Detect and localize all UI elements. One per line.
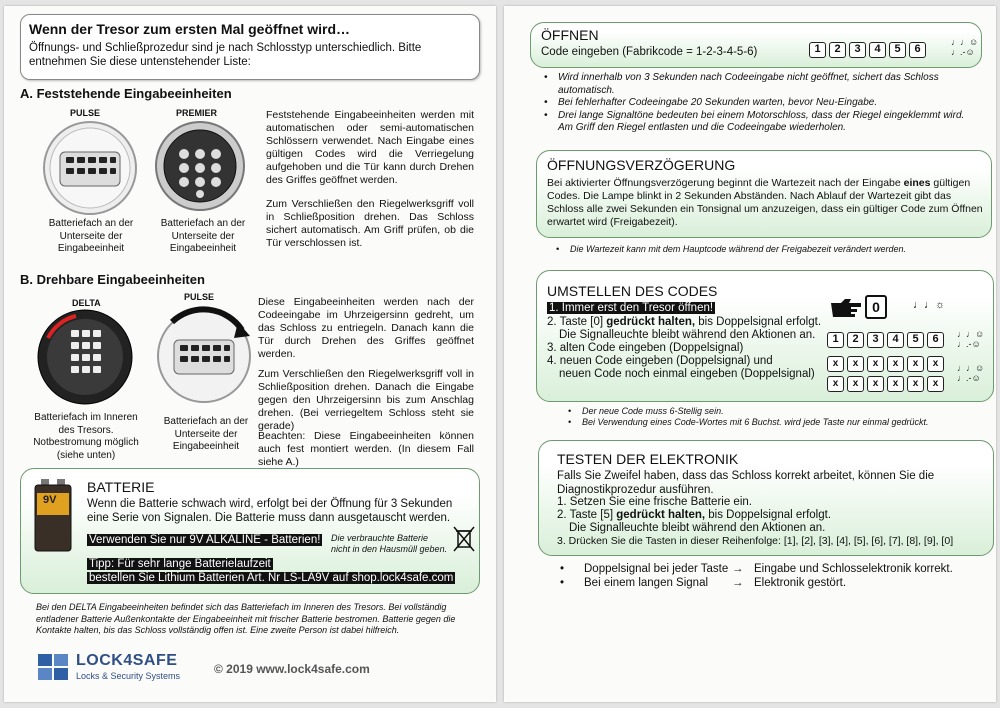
repeat-key-5: x bbox=[907, 376, 924, 392]
change-note-1: • Der neue Code muss 6-Stellig sein. bbox=[560, 406, 980, 417]
pulse-rotary-image bbox=[154, 304, 254, 406]
new-key-4: x bbox=[887, 356, 904, 372]
key-0: 0 bbox=[865, 295, 887, 319]
intro-box bbox=[20, 14, 480, 80]
old-key-1: 1 bbox=[827, 332, 844, 348]
left-page bbox=[4, 6, 496, 702]
premier-caption: Batteriefach an der Unterseite der Eingabeeinheit bbox=[160, 218, 246, 254]
test-title: TESTEN DER ELEKTRONIK bbox=[557, 451, 739, 467]
test-intro: Falls Sie Zweifel haben, dass das Schloss korrekt arbeitet, können Sie die Diagnostikprozedur ausführen. bbox=[557, 470, 935, 496]
logo-tagline: Locks & Security Systems bbox=[76, 671, 181, 681]
change-note-2: • Bei Verwendung eines Code-Wortes mit 6 Buchst. wird jede Taste nur einmal gedrückt. bbox=[560, 417, 980, 428]
delay-box bbox=[536, 150, 992, 238]
pulse-label-a: PULSE bbox=[70, 108, 101, 118]
delay-text-pre: Bei aktivierter Öffnungsverzögerung beginnt die Wartezeit nach der Eingabe bbox=[547, 177, 901, 189]
old-key-5: 5 bbox=[907, 332, 924, 348]
change-step-2-bold: gedrückt halten, bbox=[606, 316, 696, 328]
pointing-hand-icon bbox=[829, 297, 863, 319]
old-key-3: 3 bbox=[867, 332, 884, 348]
premier-label: PREMIER bbox=[176, 108, 218, 118]
logo-name: LOCK4SAFE bbox=[76, 652, 178, 669]
key-4: 4 bbox=[869, 42, 886, 58]
open-box bbox=[530, 22, 982, 68]
premier-keypad-image bbox=[154, 120, 246, 212]
delay-text bbox=[547, 177, 983, 229]
open-bullet-3: • Drei lange Signaltöne bedeuten bei einem Motorschloss, dass der Riegel eingeklemmt wird. Am Griff den Riegel entlasten und die Codeeingabe wiederholen. bbox=[536, 110, 966, 135]
pulse-keypad-image bbox=[42, 120, 138, 216]
pulse-caption-a: Batteriefach an der Unterseite der Eingabeeinheit bbox=[48, 218, 134, 254]
test-step-2-bold: gedrückt halten, bbox=[616, 509, 706, 521]
open-title: ÖFFNEN bbox=[541, 27, 599, 43]
old-key-6: 6 bbox=[927, 332, 944, 348]
new-key-6: x bbox=[927, 356, 944, 372]
battery-tip bbox=[87, 557, 455, 585]
change-old-code-keys bbox=[827, 329, 947, 348]
test-step-3: 3. Drücken Sie die Tasten in dieser Reihenfolge: [1], [2], [3], [4], [5], [6], [7], [8], [9], [0] bbox=[557, 535, 954, 547]
old-key-2: 2 bbox=[847, 332, 864, 348]
test-result-ok-meaning: Eingabe und Schlosselektronik korrekt. bbox=[754, 563, 953, 575]
delay-title: ÖFFNUNGSVERZÖGERUNG bbox=[547, 157, 736, 173]
delta-dial-image bbox=[36, 308, 134, 406]
battery-tip-line2: bestellen Sie Lithium Batterien Art. Nr LS-LA9V auf shop.lock4safe.com bbox=[89, 572, 454, 584]
new-key-2: x bbox=[847, 356, 864, 372]
change-step-3: 3. alten Code eingeben (Doppelsignal) bbox=[547, 342, 744, 354]
battery-9v-label: 9V bbox=[43, 494, 57, 506]
pulse-label-b: PULSE bbox=[184, 292, 215, 302]
section-b-title: B. Drehbare Eingabeeinheiten bbox=[20, 272, 205, 287]
double-signal-icon: ♩♩☼ bbox=[913, 299, 946, 311]
old-key-4: 4 bbox=[887, 332, 904, 348]
copyright: © 2019 www.lock4safe.com bbox=[214, 662, 370, 676]
change-step-2-pre: 2. Taste [0] bbox=[547, 316, 604, 328]
battery-disposal-note: Die verbrauchte Batterie nicht in den Hausmüll geben. bbox=[331, 533, 448, 554]
battery-title: BATTERIE bbox=[87, 479, 155, 495]
delta-caption: Batteriefach im Inneren des Tresors. Notbestromung möglich (siehe unten) bbox=[33, 412, 139, 461]
section-b-p1: Diese Eingabeeinheiten werden nach der Codeeingabe im Uhrzeigersinn gedreht, um das Schloss zu entriegeln. Danach kann die Tür durch Drehen des Griffes geöffnet werden. bbox=[258, 296, 474, 360]
change-step-4b: neuen Code noch einmal eingeben (Doppelsignal) bbox=[559, 368, 815, 380]
change-step-1 bbox=[547, 301, 715, 315]
section-b-p2-note: (Bei verriegeltem Schloss steht sie gerade) bbox=[258, 407, 474, 432]
right-page bbox=[504, 6, 996, 702]
test-result-fail: • Bei einem langen Signal → Elektronik gestört. bbox=[560, 577, 847, 589]
delta-label: DELTA bbox=[72, 298, 101, 308]
battery-box bbox=[20, 468, 480, 594]
arrow-icon: → bbox=[732, 577, 744, 589]
change-step-4: 4. neuen Code eingeben (Doppelsignal) und bbox=[547, 355, 773, 367]
test-results bbox=[560, 562, 980, 590]
section-b-p3: Beachten: Diese Eingabeeinheiten können auch fest montiert werden. (In diesem Fall siehe A.) bbox=[258, 430, 474, 468]
test-step-2-pre: 2. Taste [5] bbox=[557, 509, 614, 521]
test-step-2 bbox=[557, 508, 831, 522]
change-step-2-post: bis Doppelsignal erfolgt. bbox=[698, 316, 822, 328]
delay-notes bbox=[548, 244, 968, 255]
change-step-1-text: 1. Immer erst den Tresor öffnen! bbox=[549, 302, 714, 314]
lock4safe-logo bbox=[38, 652, 198, 684]
test-result-ok: • Doppelsignal bei jeder Taste → Eingabe und Schlosselektronik korrekt. bbox=[560, 563, 953, 575]
repeat-key-4: x bbox=[887, 376, 904, 392]
pulse-caption-b: Batteriefach an der Unterseite der Eingabeeinheit bbox=[163, 416, 249, 452]
signal-icon-2: ♩♩☺ ♩.-☺ bbox=[957, 329, 985, 349]
key-2: 2 bbox=[829, 42, 846, 58]
change-new-code-keys-1 bbox=[827, 353, 947, 372]
new-key-3: x bbox=[867, 356, 884, 372]
section-b-p2 bbox=[258, 368, 474, 433]
test-box bbox=[538, 440, 994, 556]
repeat-key-1: x bbox=[827, 376, 844, 392]
test-result-fail-meaning: Elektronik gestört. bbox=[754, 577, 847, 589]
section-b-p2-main: Zum Verschließen den Riegelwerksgriff voll in Schließposition drehen. Danach die Eingabe gegen den Uhrzeigersinn bis zum Anschlag drehen. bbox=[258, 368, 474, 419]
battery-warning-text: Verwenden Sie nur 9V ALKALINE - Batterien! bbox=[89, 534, 321, 546]
delay-text-bold: eines bbox=[903, 177, 931, 189]
signal-icon: ♩♩☺ ♩.-☺ bbox=[951, 37, 979, 57]
repeat-key-2: x bbox=[847, 376, 864, 392]
open-bullets bbox=[536, 72, 966, 135]
delay-text-post: gültigen Codes. Die Lampe blinkt in 2 Sekunden Abständen. Nach Ablauf der Wartezeit gibt das Schloss alle zwei Sekunden ein Tonsignal um anzuzeigen, dass ein gültiger Code zum Öffnen erwartet wird (Freigabezeit). bbox=[547, 177, 983, 228]
section-a-p2: Zum Verschließen den Riegelwerksgriff voll in Schließposition drehen. Das Schloss sichert automatisch. Am Griff prüfen, ob die Tür verschlossen ist. bbox=[266, 198, 474, 249]
open-code-text: Code eingeben (Fabrikcode = 1-2-3-4-5-6) bbox=[541, 46, 758, 58]
intro-title: Wenn der Tresor zum ersten Mal geöffnet wird… bbox=[29, 21, 351, 37]
open-bullet-1: • Wird innerhalb von 3 Sekunden nach Codeeingabe nicht geöffnet, sichert das Schloss automatisch. bbox=[536, 72, 966, 97]
repeat-key-3: x bbox=[867, 376, 884, 392]
battery-warning bbox=[87, 533, 322, 547]
test-result-ok-condition: Doppelsignal bei jeder Taste bbox=[584, 563, 729, 575]
key-5: 5 bbox=[889, 42, 906, 58]
section-a-title: A. Feststehende Eingabeeinheiten bbox=[20, 86, 232, 101]
change-step-2 bbox=[547, 315, 821, 329]
battery-tip-line1: Tipp: Für sehr lange Batterielaufzeit bbox=[89, 558, 271, 570]
section-a-p1: Feststehende Eingabeeinheiten werden mit automatischen oder semi-automatischen Schlössern verwendet. Nach Eingabe eines gültigen Codes wird die Verriegelung aufgehoben und die Tür kann durch Drehen des Griffes geöffnet werden. bbox=[266, 109, 474, 186]
change-notes bbox=[560, 406, 980, 428]
arrow-icon: → bbox=[732, 563, 744, 575]
new-key-1: x bbox=[827, 356, 844, 372]
key-1: 1 bbox=[809, 42, 826, 58]
signal-icon-3: ♩♩☺ ♩.-☺ bbox=[957, 363, 985, 383]
change-new-code-keys-2 bbox=[827, 373, 947, 392]
open-bullet-2: • Bei fehlerhafter Codeeingabe 20 Sekunden warten, bevor Neu-Eingabe. bbox=[536, 97, 966, 110]
delta-footer-note: Bei den DELTA Eingabeeinheiten befindet sich das Batteriefach im Inneren des Tresors. Bei vollständig entladener Batterie Außenkontakte der Eingabeeinheit mit frischer Batterie bestromen. Batterie gegen die Kontakte halten, bis das Schloss vollständig offen ist. Eine zweite Person ist dabei hilfreich. bbox=[36, 602, 456, 635]
key-3: 3 bbox=[849, 42, 866, 58]
change-title: UMSTELLEN DES CODES bbox=[547, 283, 718, 299]
key-6: 6 bbox=[909, 42, 926, 58]
open-keypad bbox=[809, 39, 929, 58]
repeat-key-6: x bbox=[927, 376, 944, 392]
change-code-box bbox=[536, 270, 994, 402]
test-step-1: 1. Setzen Sie eine frische Batterie ein. bbox=[557, 496, 752, 508]
battery-text: Wenn die Batterie schwach wird, erfolgt bei der Öffnung für 3 Sekunden eine Serie von Signalen. Die Batterie muss dann ausgetauscht werden. bbox=[87, 498, 453, 524]
intro-text: Öffnungs- und Schließprozedur sind je nach Schlosstyp unterschiedlich. Bitte entnehmen Sie diese untenstehender Liste: bbox=[29, 42, 422, 68]
new-key-5: x bbox=[907, 356, 924, 372]
test-result-fail-condition: Bei einem langen Signal bbox=[584, 577, 709, 589]
lock4safe-logo-mark bbox=[38, 654, 70, 682]
crossed-bin-icon bbox=[453, 525, 475, 553]
delay-note: • Die Wartezeit kann mit dem Hauptcode während der Freigabezeit verändert werden. bbox=[548, 244, 968, 255]
test-step-2-post: bis Doppelsignal erfolgt. bbox=[708, 509, 832, 521]
battery-9v-icon bbox=[33, 479, 73, 553]
change-step-2b: Die Signalleuchte bleibt während den Aktionen an. bbox=[559, 329, 816, 341]
test-step-2b: Die Signalleuchte bleibt während den Aktionen an. bbox=[569, 522, 826, 534]
